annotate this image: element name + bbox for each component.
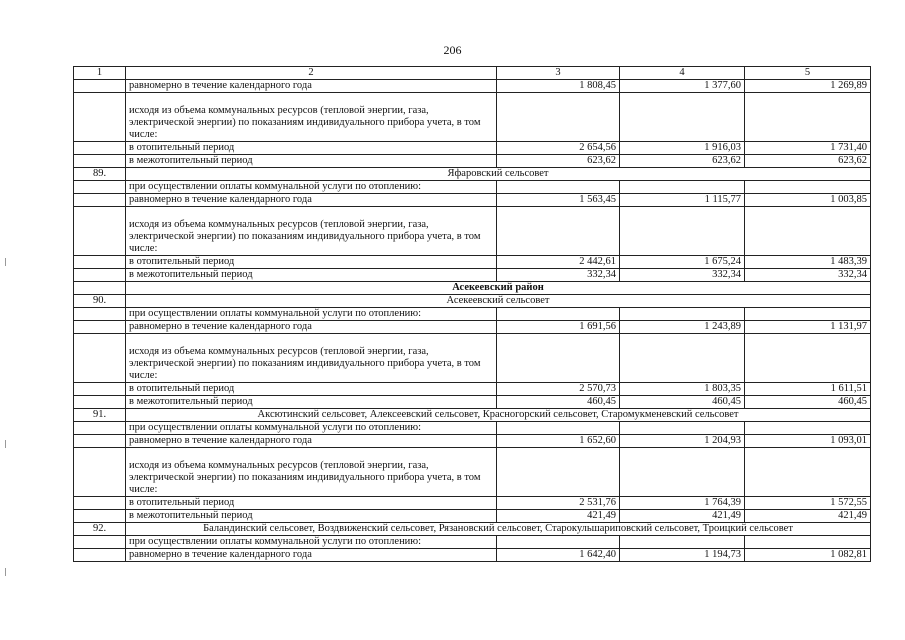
value-col-5 (745, 422, 871, 435)
row-number (74, 510, 126, 523)
table-row (74, 549, 871, 562)
value-col-5: 1 269,89 (745, 80, 871, 93)
table-row (74, 396, 871, 409)
table-row (74, 435, 871, 448)
column-header-5: 5 (745, 67, 871, 80)
row-number (74, 383, 126, 396)
value-col-3: 2 531,76 (497, 497, 620, 510)
value-col-4 (620, 334, 745, 383)
table-row-multiline (74, 93, 871, 142)
value-col-3: 460,45 (497, 396, 620, 409)
row-number (74, 497, 126, 510)
table-row (74, 422, 871, 435)
value-col-3 (497, 93, 620, 142)
subdivision-row (74, 523, 871, 536)
value-col-3: 2 442,61 (497, 256, 620, 269)
row-label: исходя из объема коммунальных ресурсов (тепловой энергии, газа, электрической энергии) по показаниям индивидуального прибора учета, в том числе: (126, 93, 497, 142)
row-label: равномерно в течение календарного года (126, 194, 497, 207)
row-number: 90. (74, 295, 126, 308)
value-col-5: 1 003,85 (745, 194, 871, 207)
row-label: в межотопительный период (126, 269, 497, 282)
row-number (74, 155, 126, 168)
row-number (74, 80, 126, 93)
value-col-4: 1 916,03 (620, 142, 745, 155)
table-row (74, 321, 871, 334)
row-number (74, 181, 126, 194)
value-col-5: 1 082,81 (745, 549, 871, 562)
value-col-5 (745, 536, 871, 549)
row-label: равномерно в течение календарного года (126, 321, 497, 334)
value-col-5 (745, 448, 871, 497)
subdivision-name: Асекеевский сельсовет (126, 295, 871, 308)
value-col-4: 1 204,93 (620, 435, 745, 448)
row-label: равномерно в течение календарного года (126, 435, 497, 448)
value-col-3: 1 652,60 (497, 435, 620, 448)
table-row (74, 497, 871, 510)
row-number (74, 536, 126, 549)
row-label: в межотопительный период (126, 155, 497, 168)
table-row (74, 308, 871, 321)
table-row (74, 256, 871, 269)
column-header-2: 2 (126, 67, 497, 80)
value-col-5: 1 611,51 (745, 383, 871, 396)
value-col-3: 2 570,73 (497, 383, 620, 396)
value-col-3 (497, 207, 620, 256)
row-number (74, 256, 126, 269)
row-number (74, 396, 126, 409)
value-col-3 (497, 181, 620, 194)
subdivision-name: Аксютинский сельсовет, Алексеевский сельсовет, Красногорский сельсовет, Старомукменевский сельсовет (126, 409, 871, 422)
value-col-3: 2 654,56 (497, 142, 620, 155)
value-col-3: 623,62 (497, 155, 620, 168)
district-row (74, 282, 871, 295)
table-row (74, 194, 871, 207)
value-col-4 (620, 536, 745, 549)
value-col-4 (620, 308, 745, 321)
row-label: исходя из объема коммунальных ресурсов (тепловой энергии, газа, электрической энергии) по показаниям индивидуального прибора учета, в том числе: (126, 448, 497, 497)
row-number: 89. (74, 168, 126, 181)
table-row-multiline (74, 334, 871, 383)
value-col-4: 1 803,35 (620, 383, 745, 396)
row-label: в отопительный период (126, 383, 497, 396)
row-label: при осуществлении оплаты коммунальной услуги по отоплению: (126, 308, 497, 321)
value-col-3: 1 642,40 (497, 549, 620, 562)
value-col-5 (745, 334, 871, 383)
value-col-3 (497, 536, 620, 549)
value-col-3: 421,49 (497, 510, 620, 523)
value-col-3: 1 691,56 (497, 321, 620, 334)
row-label: при осуществлении оплаты коммунальной услуги по отоплению: (126, 181, 497, 194)
row-number (74, 93, 126, 142)
value-col-3 (497, 308, 620, 321)
value-col-4: 460,45 (620, 396, 745, 409)
row-label: в отопительный период (126, 497, 497, 510)
value-col-3 (497, 448, 620, 497)
value-col-4: 1 243,89 (620, 321, 745, 334)
row-number (74, 422, 126, 435)
table-row (74, 155, 871, 168)
row-label: в межотопительный период (126, 396, 497, 409)
value-col-4: 421,49 (620, 510, 745, 523)
table-body (74, 80, 871, 562)
row-number (74, 308, 126, 321)
table-row (74, 142, 871, 155)
column-header-1: 1 (74, 67, 126, 80)
row-number (74, 321, 126, 334)
value-col-4: 1 675,24 (620, 256, 745, 269)
row-number (74, 448, 126, 497)
subdivision-row (74, 409, 871, 422)
page-number: 206 (443, 43, 462, 57)
table-row (74, 181, 871, 194)
table-header-row (74, 67, 871, 80)
value-col-4: 1 115,77 (620, 194, 745, 207)
value-col-5 (745, 308, 871, 321)
row-number (74, 435, 126, 448)
row-number (74, 194, 126, 207)
value-col-4: 623,62 (620, 155, 745, 168)
margin-mark (5, 440, 6, 448)
value-col-5: 332,34 (745, 269, 871, 282)
row-number (74, 549, 126, 562)
value-col-5: 1 483,39 (745, 256, 871, 269)
row-label: при осуществлении оплаты коммунальной услуги по отоплению: (126, 422, 497, 435)
value-col-5: 1 131,97 (745, 321, 871, 334)
row-number (74, 282, 126, 295)
value-col-5: 623,62 (745, 155, 871, 168)
table-row-multiline (74, 448, 871, 497)
value-col-3: 1 808,45 (497, 80, 620, 93)
value-col-4 (620, 181, 745, 194)
row-label: равномерно в течение календарного года (126, 80, 497, 93)
subdivision-row (74, 295, 871, 308)
value-col-3: 332,34 (497, 269, 620, 282)
value-col-4: 1 377,60 (620, 80, 745, 93)
table-row (74, 510, 871, 523)
value-col-5 (745, 207, 871, 256)
value-col-4: 1 194,73 (620, 549, 745, 562)
row-number (74, 207, 126, 256)
column-header-4: 4 (620, 67, 745, 80)
value-col-5 (745, 181, 871, 194)
table-row-multiline (74, 207, 871, 256)
value-col-3: 1 563,45 (497, 194, 620, 207)
value-col-4 (620, 93, 745, 142)
subdivision-name: Баландинский сельсовет, Воздвиженский сельсовет, Рязановский сельсовет, Старокульшариповский сельсовет, Троицкий сельсовет (126, 523, 871, 536)
value-col-4: 332,34 (620, 269, 745, 282)
row-label: исходя из объема коммунальных ресурсов (тепловой энергии, газа, электрической энергии) по показаниям индивидуального прибора учета, в том числе: (126, 207, 497, 256)
row-number: 92. (74, 523, 126, 536)
margin-mark (5, 568, 6, 576)
table-row (74, 536, 871, 549)
column-header-3: 3 (497, 67, 620, 80)
subdivision-row (74, 168, 871, 181)
row-number (74, 334, 126, 383)
value-col-5 (745, 93, 871, 142)
value-col-5: 1 731,40 (745, 142, 871, 155)
row-label: равномерно в течение календарного года (126, 549, 497, 562)
subdivision-name: Яфаровский сельсовет (126, 168, 871, 181)
value-col-3 (497, 334, 620, 383)
row-label: исходя из объема коммунальных ресурсов (тепловой энергии, газа, электрической энергии) по показаниям индивидуального прибора учета, в том числе: (126, 334, 497, 383)
table-row (74, 383, 871, 396)
row-number: 91. (74, 409, 126, 422)
row-label: в отопительный период (126, 256, 497, 269)
value-col-3 (497, 422, 620, 435)
tariff-table (73, 66, 871, 562)
value-col-5: 1 093,01 (745, 435, 871, 448)
value-col-5: 421,49 (745, 510, 871, 523)
value-col-4 (620, 422, 745, 435)
value-col-4 (620, 207, 745, 256)
table-row (74, 80, 871, 93)
value-col-4: 1 764,39 (620, 497, 745, 510)
table-row (74, 269, 871, 282)
value-col-5: 1 572,55 (745, 497, 871, 510)
margin-mark (5, 258, 6, 266)
value-col-5: 460,45 (745, 396, 871, 409)
row-label: при осуществлении оплаты коммунальной услуги по отоплению: (126, 536, 497, 549)
row-number (74, 269, 126, 282)
district-name: Асекеевский район (126, 282, 871, 295)
row-label: в межотопительный период (126, 510, 497, 523)
row-number (74, 142, 126, 155)
row-label: в отопительный период (126, 142, 497, 155)
value-col-4 (620, 448, 745, 497)
